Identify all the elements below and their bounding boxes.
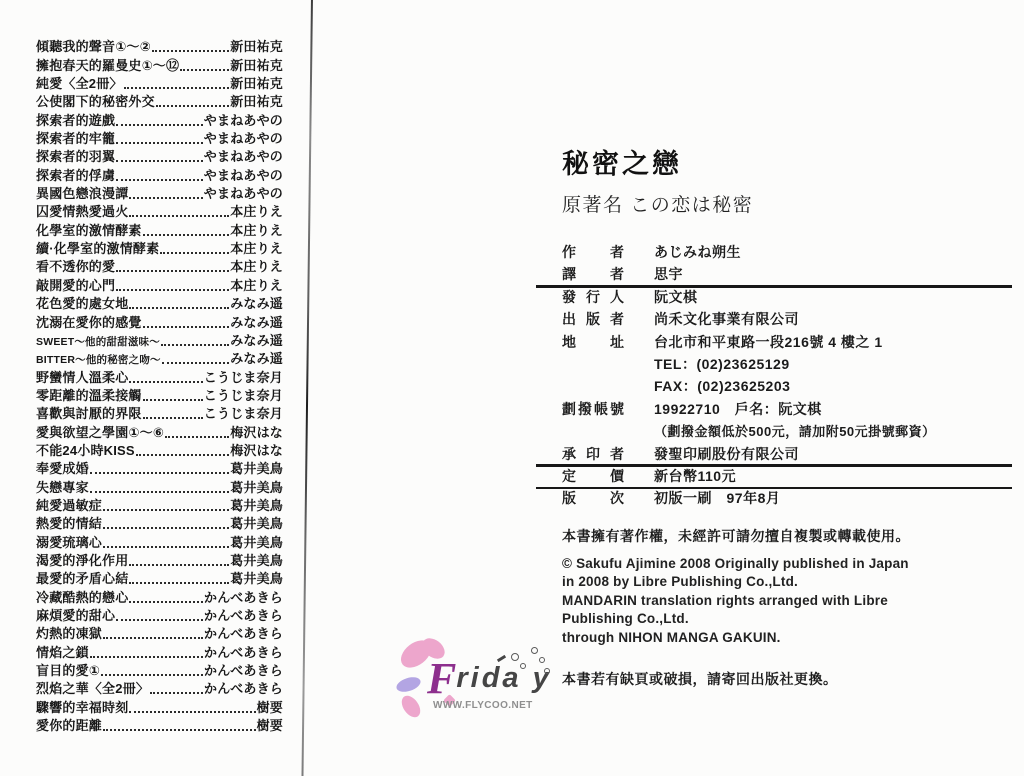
copyright-line: © Sakufu Ajimine 2008 Originally published in Japan (562, 555, 909, 571)
dot-leader (143, 417, 203, 419)
book-author-text: かんべあきら (204, 626, 283, 642)
list-item (36, 55, 283, 73)
info-label: 出版者 (562, 311, 624, 328)
book-title-text: 野蠻情人溫柔心 (36, 369, 129, 385)
book-title-text: 看不透你的愛 (36, 259, 116, 275)
info-row (562, 488, 1012, 510)
list-item (36, 441, 283, 459)
book-author-text: やまねあやの (203, 167, 283, 183)
list-item (36, 697, 283, 715)
list-item (36, 165, 283, 183)
book-author-text: みなみ遥 (230, 314, 283, 330)
list-item (36, 716, 283, 734)
info-row (562, 466, 1012, 488)
book-author-text: 葛井美鳥 (230, 497, 283, 513)
book-title-text: 傾聽我的聲音①～② (36, 39, 151, 55)
dot-leader (129, 601, 203, 603)
dot-leader (116, 142, 203, 144)
list-item (36, 386, 283, 404)
info-row (562, 287, 1012, 309)
info-label: 發行人 (562, 288, 624, 305)
book-title-text: 最愛的矛盾心結 (36, 571, 129, 587)
dot-leader (165, 436, 229, 438)
list-item (36, 331, 283, 349)
list-item (36, 147, 283, 165)
list-item (36, 129, 283, 147)
dot-leader (152, 50, 229, 52)
original-title-label: 原著名 (562, 195, 624, 216)
book-author-text: 新田祐克 (230, 39, 283, 55)
info-row (562, 309, 1012, 331)
book-author-text: 樹要 (256, 718, 283, 734)
info-row (562, 354, 1012, 376)
watermark-brand-rest: rida y (456, 662, 552, 694)
dot-leader (90, 656, 203, 658)
book-title-text: 愛與欲望之學園①～⑥ (36, 424, 165, 440)
dot-leader (116, 160, 203, 162)
bubble-icon (531, 647, 538, 654)
book-title-text: 花色愛的處女地 (36, 296, 129, 312)
list-item (36, 661, 283, 679)
book-author-text: 樹要 (256, 699, 283, 715)
book-title-text: 探索者的羽翼 (36, 149, 116, 165)
book-author-text: 本庄りえ (230, 241, 283, 257)
info-label: 承印者 (562, 445, 624, 462)
info-label: 劃撥帳號 (562, 400, 624, 417)
copyright-lines (562, 555, 1012, 648)
copyright-notice: 本書擁有著作權，未經許可請勿擅自複製或轉載使用。 (562, 527, 910, 544)
dot-leader (129, 582, 229, 584)
book-author-text: かんべあきら (204, 589, 283, 605)
info-value: 阮文棋 (654, 288, 698, 305)
book-author-text: やまねあやの (203, 112, 283, 128)
dot-leader (116, 289, 229, 291)
page-gutter-line (301, 0, 313, 776)
book-author-text: やまねあやの (203, 131, 283, 147)
info-value: 台北市和平東路一段216號 4 樓之 1 (654, 333, 883, 350)
list-item (36, 642, 283, 660)
info-value: TEL：(02)23625129 (654, 355, 790, 372)
info-value: 新台幣110元 (654, 467, 737, 484)
dot-leader (116, 124, 203, 126)
info-row (562, 421, 1012, 443)
book-title-text: 探索者的牢籠 (36, 131, 116, 147)
info-row (562, 264, 1012, 286)
list-item (36, 459, 283, 477)
list-item (36, 349, 283, 367)
info-value: 尚禾文化事業有限公司 (654, 311, 799, 328)
info-value: 思宇 (654, 266, 683, 283)
info-value: 初版一刷 97年8月 (654, 490, 781, 507)
list-item (36, 587, 283, 605)
book-author-text: やまねあやの (203, 186, 283, 202)
original-title-row (562, 190, 1012, 217)
book-title-text: 探索者的俘虜 (36, 167, 116, 183)
info-row (562, 444, 1012, 466)
dot-leader (156, 105, 229, 107)
info-value: FAX：(02)23625203 (654, 378, 791, 395)
copyright-line: Publishing Co.,Ltd. (562, 611, 689, 627)
book-author-text: 本庄りえ (230, 277, 283, 293)
dot-leader (150, 692, 203, 694)
book-title-text: 純愛〈全2冊〉 (36, 76, 123, 92)
book-author-text: 梅沢はな (230, 442, 283, 458)
book-title-text: 烈焰之華〈全2冊〉 (36, 681, 150, 697)
list-item (36, 679, 283, 697)
colophon-page (562, 142, 1012, 689)
info-row (562, 376, 1012, 398)
list-item (36, 422, 283, 440)
book-title-text: 擁抱春天的羅曼史①～⑫ (36, 57, 180, 73)
dot-leader (136, 454, 229, 456)
info-row (562, 399, 1012, 421)
dot-leader (129, 197, 202, 199)
list-item (36, 477, 283, 495)
info-label: 版次 (562, 490, 624, 507)
list-item (36, 92, 283, 110)
dot-leader (90, 491, 229, 493)
book-title-text: 情焰之鎖 (36, 644, 89, 660)
book-author-text: 葛井美鳥 (230, 571, 283, 587)
book-author-text: 新田祐克 (230, 76, 283, 92)
list-item (36, 257, 283, 275)
book-author-text: こうじま奈月 (203, 369, 283, 385)
book-author-text: かんべあきら (204, 681, 283, 697)
list-item (36, 496, 283, 514)
dot-leader (103, 546, 229, 548)
book-list (36, 37, 283, 734)
dot-leader (129, 564, 229, 566)
book-title-text: 盲目的愛① (36, 663, 101, 679)
publication-info-table (562, 242, 1012, 511)
book-title-text: 愛你的距離 (36, 718, 103, 734)
dot-leader (116, 179, 203, 181)
book-title-text: 不能24小時KISS (36, 442, 135, 458)
watermark-url: WWW.FLYCOO.NET (433, 700, 533, 711)
list-item (36, 367, 283, 385)
book-author-text: みなみ遥 (230, 296, 283, 312)
book-title-text: 渴愛的淨化作用 (36, 552, 129, 568)
book-author-text: こうじま奈月 (203, 406, 283, 422)
book-author-text: 葛井美鳥 (230, 516, 283, 532)
petal-icon (395, 674, 423, 694)
watermark-brand-initial: F (427, 654, 457, 703)
return-notice: 本書若有缺頁或破損，請寄回出版社更換。 (562, 670, 838, 687)
dot-leader (129, 307, 229, 309)
dot-leader (103, 637, 203, 639)
dot-leader (129, 711, 255, 713)
book-title-text: SWEET～他的甜甜滋味～ (36, 335, 160, 348)
book-title-text: 熱愛的情結 (36, 516, 103, 532)
list-item (36, 184, 283, 202)
book-author-text: みなみ遥 (230, 332, 283, 348)
info-value: （劃撥金額低於500元，請加附50元掛號郵資） (654, 424, 936, 440)
book-author-text: こうじま奈月 (203, 387, 283, 403)
list-item (36, 202, 283, 220)
dot-leader (161, 344, 229, 346)
original-title-text: この恋は秘密 (630, 195, 754, 216)
dot-leader (103, 509, 229, 511)
dot-leader (103, 729, 256, 731)
book-title-text: 續·化學室的激情酵素 (36, 241, 160, 257)
book-author-text: かんべあきら (204, 608, 283, 623)
info-row (562, 242, 1012, 264)
book-author-text: 葛井美鳥 (230, 479, 283, 495)
dot-leader (129, 215, 229, 217)
list-item (36, 37, 283, 55)
book-author-text: やまねあやの (203, 149, 283, 165)
book-title-text: 冷藏酷熱的戀心 (36, 589, 129, 605)
book-title-text: 麻煩愛的甜心 (36, 608, 116, 623)
dot-leader (103, 527, 229, 529)
dot-leader (90, 472, 229, 474)
info-label: 地址 (562, 333, 624, 350)
book-title-text: 化學室的激情酵素 (36, 222, 142, 238)
bubble-icon (520, 663, 526, 669)
info-label: 作者 (562, 244, 624, 260)
list-item (36, 514, 283, 532)
info-label: 定價 (562, 467, 624, 484)
dot-leader (180, 69, 229, 71)
book-title-text: 溺愛琉璃心 (36, 534, 103, 550)
dot-leader (143, 234, 230, 236)
book-title-text: 公使閣下的秘密外交 (36, 94, 155, 110)
list-item (36, 404, 283, 422)
info-value: 19922710 戶名：阮文棋 (654, 400, 822, 417)
dot-leader (124, 87, 230, 89)
petal-icon (398, 692, 424, 720)
book-author-text: みなみ遥 (230, 351, 283, 367)
bubble-icon (539, 657, 545, 663)
list-item (36, 624, 283, 642)
book-title: 秘密之戀 (562, 149, 682, 179)
list-item (36, 532, 283, 550)
bubble-icon (511, 653, 519, 661)
info-row (562, 332, 1012, 354)
book-title-text: 零距離的溫柔接觸 (36, 387, 142, 403)
book-title-text: 敲開愛的心門 (36, 277, 116, 293)
book-title-text: 探索者的遊戲 (36, 112, 116, 128)
book-author-text: 本庄りえ (230, 204, 283, 220)
book-author-text: 葛井美鳥 (230, 552, 283, 568)
book-title-text: 異國色戀浪漫譚 (36, 186, 129, 202)
copyright-line: MANDARIN translation rights arranged with Libre (562, 592, 888, 608)
dot-leader (143, 326, 230, 328)
list-item (36, 74, 283, 92)
book-author-text: 葛井美鳥 (230, 534, 283, 550)
book-title-text: 奉愛成婚 (36, 461, 89, 477)
book-title-text: 喜歡與討厭的界限 (36, 406, 142, 422)
book-author-text: 新田祐克 (230, 94, 283, 110)
list-item (36, 551, 283, 569)
book-title-text: 失戀專家 (36, 479, 89, 495)
list-item (36, 275, 283, 293)
book-title-text: 驟響的幸福時刻 (36, 699, 129, 715)
dot-leader (160, 252, 229, 254)
book-author-text: かんべあきら (204, 644, 283, 660)
book-author-text: 本庄りえ (230, 259, 283, 275)
list-item (36, 239, 283, 257)
book-author-text: 新田祐克 (230, 57, 283, 73)
book-title-text: 囚愛情熱愛過火 (36, 204, 129, 220)
dot-leader (143, 399, 203, 401)
list-item (36, 569, 283, 587)
copyright-line: in 2008 by Libre Publishing Co.,Ltd. (562, 574, 798, 590)
list-item (36, 294, 283, 312)
dot-leader (101, 674, 203, 676)
list-item (36, 220, 283, 238)
book-author-text: 本庄りえ (230, 222, 283, 238)
book-author-text: かんべあきら (204, 663, 283, 679)
info-label: 譯者 (562, 266, 624, 283)
book-title-text: 沈溺在愛你的感覺 (36, 314, 142, 330)
book-title-text: 純愛過敏症 (36, 497, 103, 513)
list-item (36, 312, 283, 330)
dot-leader (116, 619, 203, 621)
dot-leader (116, 270, 229, 272)
dot-leader (162, 362, 229, 364)
bubble-icon (544, 668, 550, 674)
book-author-text: 葛井美鳥 (230, 461, 283, 477)
list-item (36, 110, 283, 128)
book-title-text: BITTER～他的秘密之吻～ (36, 354, 161, 367)
book-title-text: 灼熱的凍獄 (36, 626, 103, 642)
info-value: あじみね朔生 (654, 244, 741, 260)
book-author-text: 梅沢はな (230, 424, 283, 440)
watermark-brand (427, 653, 552, 704)
list-item (36, 606, 283, 624)
copyright-line: through NIHON MANGA GAKUIN. (562, 630, 781, 646)
info-value: 發聖印刷股份有限公司 (654, 445, 799, 462)
friday-watermark (393, 641, 558, 753)
dot-leader (129, 381, 202, 383)
